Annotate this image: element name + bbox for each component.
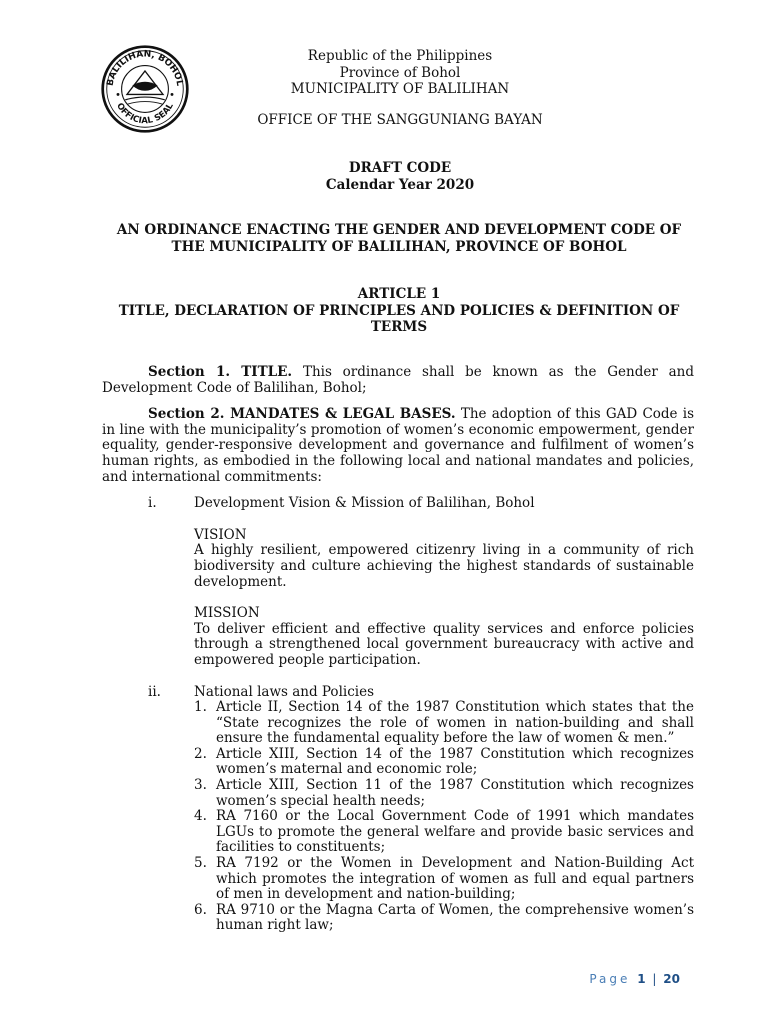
ordinance-title-line-1: AN ORDINANCE ENACTING THE GENDER AND DEVELOPMENT CODE OF xyxy=(116,222,682,238)
list-item-text: RA 9710 or the Magna Carta of Women, the comprehensive women’s human right law; xyxy=(216,901,694,934)
letterhead xyxy=(0,48,768,98)
office-line: OFFICE OF THE SANGGUNIANG BAYAN xyxy=(257,112,543,128)
item-i xyxy=(148,496,694,512)
draft-heading xyxy=(0,160,768,193)
mission-label: MISSION xyxy=(194,605,260,622)
republic-line: Republic of the Philippines xyxy=(307,48,493,64)
current-page: 1 xyxy=(637,972,646,986)
article-title: TITLE, DECLARATION OF PRINCIPLES AND POLICIES & DEFINITION OF TERMS xyxy=(118,302,680,335)
mission-text: To deliver efficient and effective quality services and enforce policies through a strengthened local government bureaucracy with active and empowered people participation. xyxy=(194,620,694,668)
document-body xyxy=(102,365,694,934)
national-laws-list xyxy=(194,700,694,934)
seal-top-text: BALILIHAN, BOHOL xyxy=(105,49,185,87)
article-heading xyxy=(102,286,696,336)
draft-year: Calendar Year 2020 xyxy=(325,176,475,193)
list-item-number: 1. xyxy=(194,699,207,716)
list-item-text: Article XIII, Section 14 of the 1987 Constitution which recognizes women’s maternal and economic role; xyxy=(216,745,694,778)
item-i-title: Development Vision & Mission of Balilihan, Bohol xyxy=(194,495,535,512)
page-word: Page xyxy=(589,972,631,986)
municipality-line: MUNICIPALITY OF BALILIHAN xyxy=(290,81,510,97)
page-number-footer xyxy=(589,972,680,986)
ordinance-title-line-2: THE MUNICIPALITY OF BALILIHAN, PROVINCE OF BOHOL xyxy=(171,238,627,255)
section-1 xyxy=(102,365,694,396)
vision-text: A highly resilient, empowered citizenry living in a community of rich biodiversity and culture achieving the highest standards of sustainable development. xyxy=(194,542,694,590)
vision-label: VISION xyxy=(194,526,247,543)
item-ii-title: National laws and Policies xyxy=(194,683,374,700)
ordinance-title xyxy=(102,222,696,255)
list-item-number: 3. xyxy=(194,777,207,794)
list-item-number: 2. xyxy=(194,745,207,762)
page-separator: | xyxy=(652,972,657,986)
item-i-numeral: i. xyxy=(148,495,157,512)
list-item xyxy=(194,700,694,747)
list-item-text: RA 7192 or the Women in Development and Nation-Building Act which promotes the integration of women as full and equal partners of men in development and nation-building; xyxy=(216,855,694,903)
article-number: ARTICLE 1 xyxy=(357,286,441,302)
list-item-number: 6. xyxy=(194,901,207,918)
item-ii-numeral: ii. xyxy=(148,683,161,700)
section-2 xyxy=(102,407,694,485)
list-item-number: 5. xyxy=(194,855,207,872)
province-line: Province of Bohol xyxy=(339,64,461,81)
list-item xyxy=(194,747,694,778)
list-item-text: Article XIII, Section 11 of the 1987 Constitution which recognizes women’s special health needs; xyxy=(216,777,694,809)
list-item xyxy=(194,903,694,934)
list-item-number: 4. xyxy=(194,808,207,825)
draft-title: DRAFT CODE xyxy=(348,160,452,176)
list-item xyxy=(194,778,694,809)
list-item-text: RA 7160 or the Local Government Code of 1991 which mandates LGUs to promote the general welfare and provide basic services and facilities to constituents; xyxy=(216,808,694,856)
section-1-heading: Section 1. TITLE. xyxy=(148,364,293,380)
list-item-text: Article II, Section 14 of the 1987 Constitution which states that the “State recognizes the role of women in nation-building and shall ensure the fundamental equality before the law of women & men.” xyxy=(216,699,694,747)
list-item xyxy=(194,809,694,856)
section-1-text: This ordinance shall be known as the Gender and Development Code of Balilihan, Bohol; xyxy=(102,364,694,396)
list-item xyxy=(194,856,694,903)
total-pages: 20 xyxy=(663,972,680,986)
section-2-heading: Section 2. MANDATES & LEGAL BASES. xyxy=(148,406,456,423)
section-2-text: The adoption of this GAD Code is in line with the municipality’s promotion of women’s economic empowerment, gender equality, gender-responsive development and governance and fulfilment of women’s human rights, as embodied in the following local and national mandates and policies, and international commitments: xyxy=(102,406,695,485)
item-ii xyxy=(148,685,694,701)
seal-bottom-text: OFFICIAL SEAL xyxy=(114,101,176,127)
